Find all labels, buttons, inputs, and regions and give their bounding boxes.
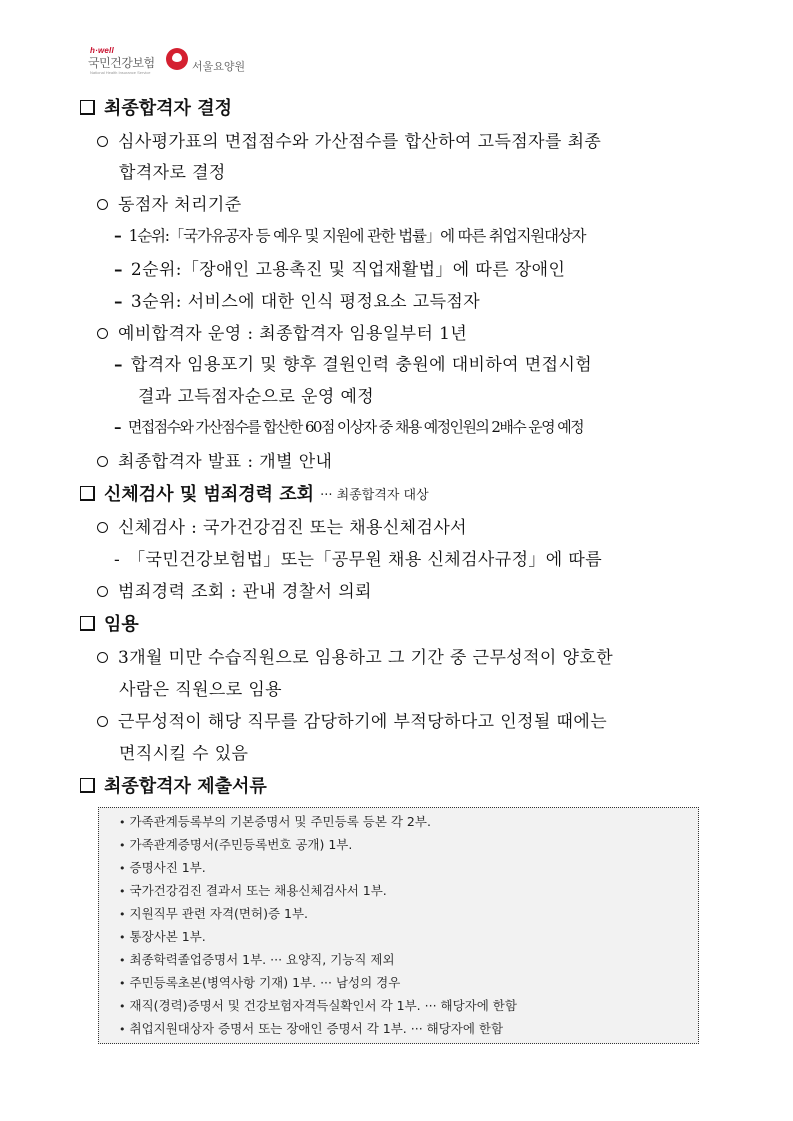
checkbox-icon [80, 616, 95, 631]
bullet-dot-icon: • [119, 908, 126, 921]
sub-list-item [114, 224, 585, 246]
bullet-dot-icon: • [119, 954, 126, 967]
item-text: 3순위: 서비스에 대한 인식 평정요소 고득점자 [130, 292, 481, 312]
list-item [97, 577, 372, 602]
document-text: 가족관계등록부의 기본증명서 및 주민등록 등본 각 2부. [129, 814, 431, 829]
document-text: 통장사본 1부. [129, 929, 206, 944]
document-text: 최종학력졸업증명서 1부. ··· 요양직, 기능직 제외 [129, 952, 395, 967]
logo-tagline: h·well [90, 46, 114, 55]
logo-org-english: National Health Insurance Service [90, 70, 151, 75]
section-heading-text: 최종합격자 제출서류 [104, 776, 267, 797]
bullet-dot-icon: • [119, 885, 126, 898]
item-text: 1순위:「국가유공자 등 예우 및 지원에 관한 법률」에 따른 취업지원대상자 [128, 227, 586, 245]
document-item [119, 927, 206, 945]
circle-bullet-icon [97, 586, 108, 597]
item-text: 동점자 처리기준 [118, 195, 242, 215]
document-text: 국가건강검진 결과서 또는 채용신체검사서 1부. [129, 883, 387, 898]
item-text: 3개월 미만 수습직원으로 임용하고 그 기간 중 근무성적이 양호한 [118, 648, 614, 668]
circle-bullet-icon [97, 199, 108, 210]
item-text: 예비합격자 운영 : 최종합격자 임용일부터 1년 [118, 324, 468, 344]
circle-bullet-icon [97, 456, 108, 467]
list-item [97, 643, 613, 668]
bullet-dot-icon: • [119, 1000, 126, 1013]
list-item [97, 319, 467, 344]
item-text: 근무성적이 해당 직무를 감당하기에 부적당하다고 인정될 때에는 [118, 712, 608, 732]
document-item [119, 996, 517, 1014]
item-text: 「국민건강보험법」또는「공무원 채용 신체검사규정」에 따름 [128, 550, 603, 570]
bullet-dot-icon: • [119, 977, 126, 990]
document-item [119, 858, 206, 876]
bullet-dot-icon: • [119, 931, 126, 944]
dash-bullet-icon: – [114, 355, 123, 375]
sub-list-item [114, 545, 602, 570]
circle-bullet-icon [97, 328, 108, 339]
list-item-continuation [119, 158, 226, 183]
section-title-final-decision [80, 94, 232, 120]
list-item [97, 707, 607, 732]
item-text: 합격자로 결정 [119, 163, 226, 183]
document-text: 주민등록초본(병역사항 기재) 1부. ··· 남성의 경우 [129, 975, 401, 990]
list-item [97, 447, 332, 472]
checkbox-icon [80, 100, 95, 115]
dash-bullet-icon: – [114, 260, 123, 280]
section-heading-text: 최종합격자 결정 [104, 98, 232, 119]
bullet-dot-icon: • [119, 862, 126, 875]
section-title-required-documents [80, 772, 267, 798]
item-text: 심사평가표의 면접점수와 가산점수를 합산하여 고득점자를 최종 [118, 132, 602, 152]
checkbox-icon [80, 778, 95, 793]
bullet-dot-icon: • [119, 816, 126, 829]
list-item-continuation [119, 675, 282, 700]
circle-bullet-icon [97, 136, 108, 147]
item-text: 범죄경력 조회 : 관내 경찰서 의뢰 [118, 582, 372, 602]
document-item [119, 904, 308, 922]
item-text: 결과 고득점자순으로 운영 예정 [138, 387, 375, 407]
item-text: 2순위:「장애인 고용촉진 및 직업재활법」에 따른 장애인 [130, 260, 566, 280]
list-item-continuation [119, 739, 248, 764]
document-item [119, 973, 400, 991]
sub-list-item [114, 287, 480, 312]
section-note: ··· 최종합격자 대상 [320, 487, 429, 503]
logo-org-name: 국민건강보험 [88, 56, 155, 70]
circle-bullet-icon [97, 716, 108, 727]
bullet-dot-icon: • [119, 1023, 126, 1036]
list-item [97, 513, 467, 538]
item-text: 최종합격자 발표 : 개별 안내 [118, 452, 333, 472]
document-item [119, 950, 395, 968]
heart-logo-icon [166, 48, 188, 70]
section-title-health-check [80, 480, 429, 506]
organization-logo [88, 46, 278, 82]
checkbox-icon [80, 486, 95, 501]
logo-center-name: 서울요양원 [192, 60, 246, 73]
document-text: 지원직무 관련 자격(면허)증 1부. [129, 906, 309, 921]
item-text: 면직시킬 수 있음 [119, 744, 249, 764]
section-heading-text: 신체검사 및 범죄경력 조회 [104, 484, 315, 505]
list-item [97, 127, 601, 152]
document-text: 증명사진 1부. [129, 860, 206, 875]
dash-bullet-icon: – [114, 418, 120, 436]
item-text: 면접점수와 가산점수를 합산한 60점 이상자 중 채용 예정인원의 2배수 운영 예정 [127, 418, 584, 436]
document-item [119, 835, 352, 853]
document-text: 취업지원대상자 증명서 또는 장애인 증명서 각 1부. ··· 해당자에 한함 [129, 1021, 504, 1036]
bullet-dot-icon: • [119, 839, 126, 852]
section-heading-text: 임용 [104, 614, 139, 635]
required-documents-box [98, 807, 699, 1044]
sub-list-item [114, 416, 583, 437]
list-item [97, 190, 242, 215]
document-item [119, 1019, 503, 1037]
sub-list-item-continuation [138, 382, 374, 407]
document-item [119, 812, 431, 830]
document-text: 가족관계증명서(주민등록번호 공개) 1부. [129, 837, 353, 852]
dash-bullet-icon: – [114, 226, 121, 245]
circle-bullet-icon [97, 522, 108, 533]
document-item [119, 881, 387, 899]
dash-bullet-icon: – [114, 292, 123, 312]
dash-bullet-icon: - [114, 550, 121, 570]
sub-list-item [114, 350, 592, 375]
item-text: 사람은 직원으로 임용 [119, 680, 283, 700]
document-text: 재직(경력)증명서 및 건강보험자격득실확인서 각 1부. ··· 해당자에 한함 [129, 998, 517, 1013]
section-title-appointment [80, 610, 139, 636]
circle-bullet-icon [97, 652, 108, 663]
item-text: 합격자 임용포기 및 향후 결원인력 충원에 대비하여 면접시험 [130, 355, 593, 375]
sub-list-item [114, 255, 565, 280]
item-text: 신체검사 : 국가건강검진 또는 채용신체검사서 [118, 518, 467, 538]
